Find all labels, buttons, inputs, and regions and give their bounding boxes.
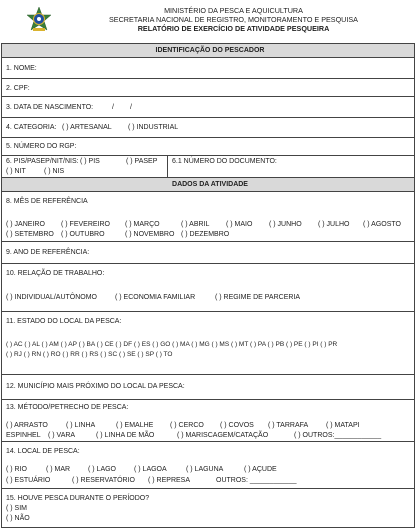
form-header [0, 0, 417, 44]
field-fishing-state [2, 312, 414, 375]
option-laguna[interactable]: ( ) LAGUNA [186, 466, 224, 473]
field-label: 11. ESTADO DO LOCAL DA PESCA: [6, 318, 122, 325]
option-emalhe[interactable]: ( ) EMALHE [116, 422, 154, 429]
option-abril[interactable]: ( ) ABRIL [181, 221, 210, 228]
state-options-row-2[interactable]: ( ) RJ ( ) RN ( ) RO ( ) RR ( ) RS ( ) SC ( ) SE ( ) SP ( ) TO [6, 351, 173, 358]
section-title: IDENTIFICAÇÃO DO PESCADOR [155, 47, 265, 54]
date-separator: / [130, 104, 132, 111]
option-pasep[interactable]: ( ) PASEP [126, 158, 158, 165]
field-rgp-number[interactable] [2, 138, 414, 156]
option-marco[interactable]: ( ) MARÇO [125, 221, 160, 228]
option-regime-parceria[interactable]: ( ) REGIME DE PARCERIA [215, 294, 301, 301]
field-cpf[interactable] [2, 79, 414, 97]
option-setembro[interactable]: ( ) SETEMBRO [6, 231, 54, 238]
date-separator: / [112, 104, 114, 111]
field-label: 2. CPF: [6, 85, 30, 92]
state-options-row-1[interactable]: ( ) AC ( ) AL ( ) AM ( ) AP ( ) BA ( ) CE ( ) DF ( ) ES ( ) GO ( ) MA ( ) MG ( ) MS ( ) MT ( ) PA ( ) PB ( ) PE ( ) PI ( ) PR [6, 341, 338, 348]
option-linha[interactable]: ( ) LINHA [66, 422, 96, 429]
field-label: 1. NOME: [6, 65, 37, 72]
option-mar[interactable]: ( ) MAR [46, 466, 71, 473]
option-nit[interactable]: ( ) NIT [6, 168, 26, 175]
secretariat-name: SECRETARIA NACIONAL DE REGISTRO, MONITORAMENTO E PESQUISA [109, 15, 358, 24]
option-maio[interactable]: ( ) MAIO [226, 221, 253, 228]
field-label: 3. DATA DE NASCIMENTO: [6, 104, 94, 111]
option-rio[interactable]: ( ) RIO [6, 466, 27, 473]
brazil-coat-of-arms-icon [25, 6, 53, 34]
section-fisher-identification [2, 44, 414, 58]
option-estuario[interactable]: ( ) ESTUÁRIO [6, 477, 51, 484]
ministry-name: MINISTÉRIO DA PESCA E AQUICULTURA [164, 6, 303, 15]
option-julho[interactable]: ( ) JULHO [318, 221, 350, 228]
field-category [2, 118, 414, 138]
option-outubro[interactable]: ( ) OUTUBRO [61, 231, 105, 238]
option-outros-metodo[interactable]: ( ) OUTROS:____________ [294, 432, 382, 439]
field-reference-year[interactable] [2, 242, 414, 264]
option-lagoa[interactable]: ( ) LAGOA [134, 466, 167, 473]
field-label: 15. HOUVE PESCA DURANTE O PERÍODO? [6, 495, 150, 502]
field-label: 6. PIS/PASEP/NIT/NIS: [6, 158, 79, 165]
option-represa[interactable]: ( ) REPRESA [148, 477, 191, 484]
option-agosto[interactable]: ( ) AGOSTO [363, 221, 401, 228]
option-janeiro[interactable]: ( ) JANEIRO [6, 221, 45, 228]
option-reservatorio[interactable]: ( ) RESERVATÓRIO [72, 477, 136, 484]
option-individual-autonomo[interactable]: ( ) INDIVIDUAL/AUTÔNOMO [6, 294, 98, 301]
option-economia-familiar[interactable]: ( ) ECONOMIA FAMILIAR [115, 294, 196, 301]
report-form [1, 43, 415, 528]
field-pis-pasep [2, 156, 414, 178]
field-reference-month [2, 192, 414, 242]
column-divider [167, 156, 168, 177]
section-activity-data [2, 178, 414, 192]
field-name[interactable] [2, 58, 414, 79]
field-label: 14. LOCAL DE PESCA: [6, 448, 80, 455]
option-nao[interactable]: ( ) NÃO [6, 515, 30, 522]
field-label: 13. MÉTODO/PETRECHO DE PESCA: [6, 404, 129, 411]
option-lago[interactable]: ( ) LAGO [88, 466, 117, 473]
option-vara[interactable]: ( ) VARA [48, 432, 76, 439]
option-mariscagem-catacao[interactable]: ( ) MARISCAGEM/CATAÇÃO [177, 432, 269, 439]
option-linha-de-mao[interactable]: ( ) LINHA DE MÃO [96, 432, 155, 439]
report-title: RELATÓRIO DE EXERCÍCIO DE ATIVIDADE PESQUEIRA [137, 24, 330, 33]
field-fishing-method [2, 400, 414, 442]
option-nis[interactable]: ( ) NIS [44, 168, 65, 175]
option-pis[interactable]: ( ) PIS [80, 158, 100, 165]
option-industrial[interactable]: ( ) INDUSTRIAL [128, 124, 179, 131]
field-label: 12. MUNICÍPIO MAIS PRÓXIMO DO LOCAL DA PESCA: [6, 383, 185, 390]
field-fishing-occurred [2, 489, 414, 529]
option-tarrafa[interactable]: ( ) TARRAFA [268, 422, 309, 429]
option-sim[interactable]: ( ) SIM [6, 505, 27, 512]
option-artesanal[interactable]: ( ) ARTESANAL [62, 124, 112, 131]
option-arrasto[interactable]: ( ) ARRASTO [6, 422, 48, 429]
option-espinhel[interactable]: ESPINHEL [6, 432, 41, 439]
field-work-relation [2, 264, 414, 312]
option-acude[interactable]: ( ) AÇUDE [244, 466, 277, 473]
field-nearest-municipality[interactable] [2, 375, 414, 400]
field-label: 8. MÊS DE REFERÊNCIA [6, 198, 88, 205]
section-title: DADOS DA ATIVIDADE [172, 181, 248, 188]
field-label: 9. ANO DE REFERÊNCIA: [6, 249, 90, 256]
header-text [60, 6, 407, 33]
option-matapi[interactable]: ( ) MATAPI [326, 422, 360, 429]
field-label: 10. RELAÇÃO DE TRABALHO: [6, 270, 105, 277]
field-birth-date[interactable] [2, 97, 414, 118]
option-cerco[interactable]: ( ) CERCO [170, 422, 204, 429]
option-outros-local[interactable]: OUTROS: ____________ [216, 477, 297, 484]
field-label: 4. CATEGORIA: [6, 124, 57, 131]
field-fishing-location [2, 442, 414, 489]
option-junho[interactable]: ( ) JUNHO [269, 221, 302, 228]
field-document-number[interactable]: 6.1 NÚMERO DO DOCUMENTO: [172, 158, 277, 165]
option-covos[interactable]: ( ) COVOS [220, 422, 254, 429]
option-fevereiro[interactable]: ( ) FEVEREIRO [61, 221, 111, 228]
field-label: 5. NÚMERO DO RGP: [6, 143, 77, 150]
option-novembro[interactable]: ( ) NOVEMBRO [125, 231, 175, 238]
option-dezembro[interactable]: ( ) DEZEMBRO [181, 231, 230, 238]
